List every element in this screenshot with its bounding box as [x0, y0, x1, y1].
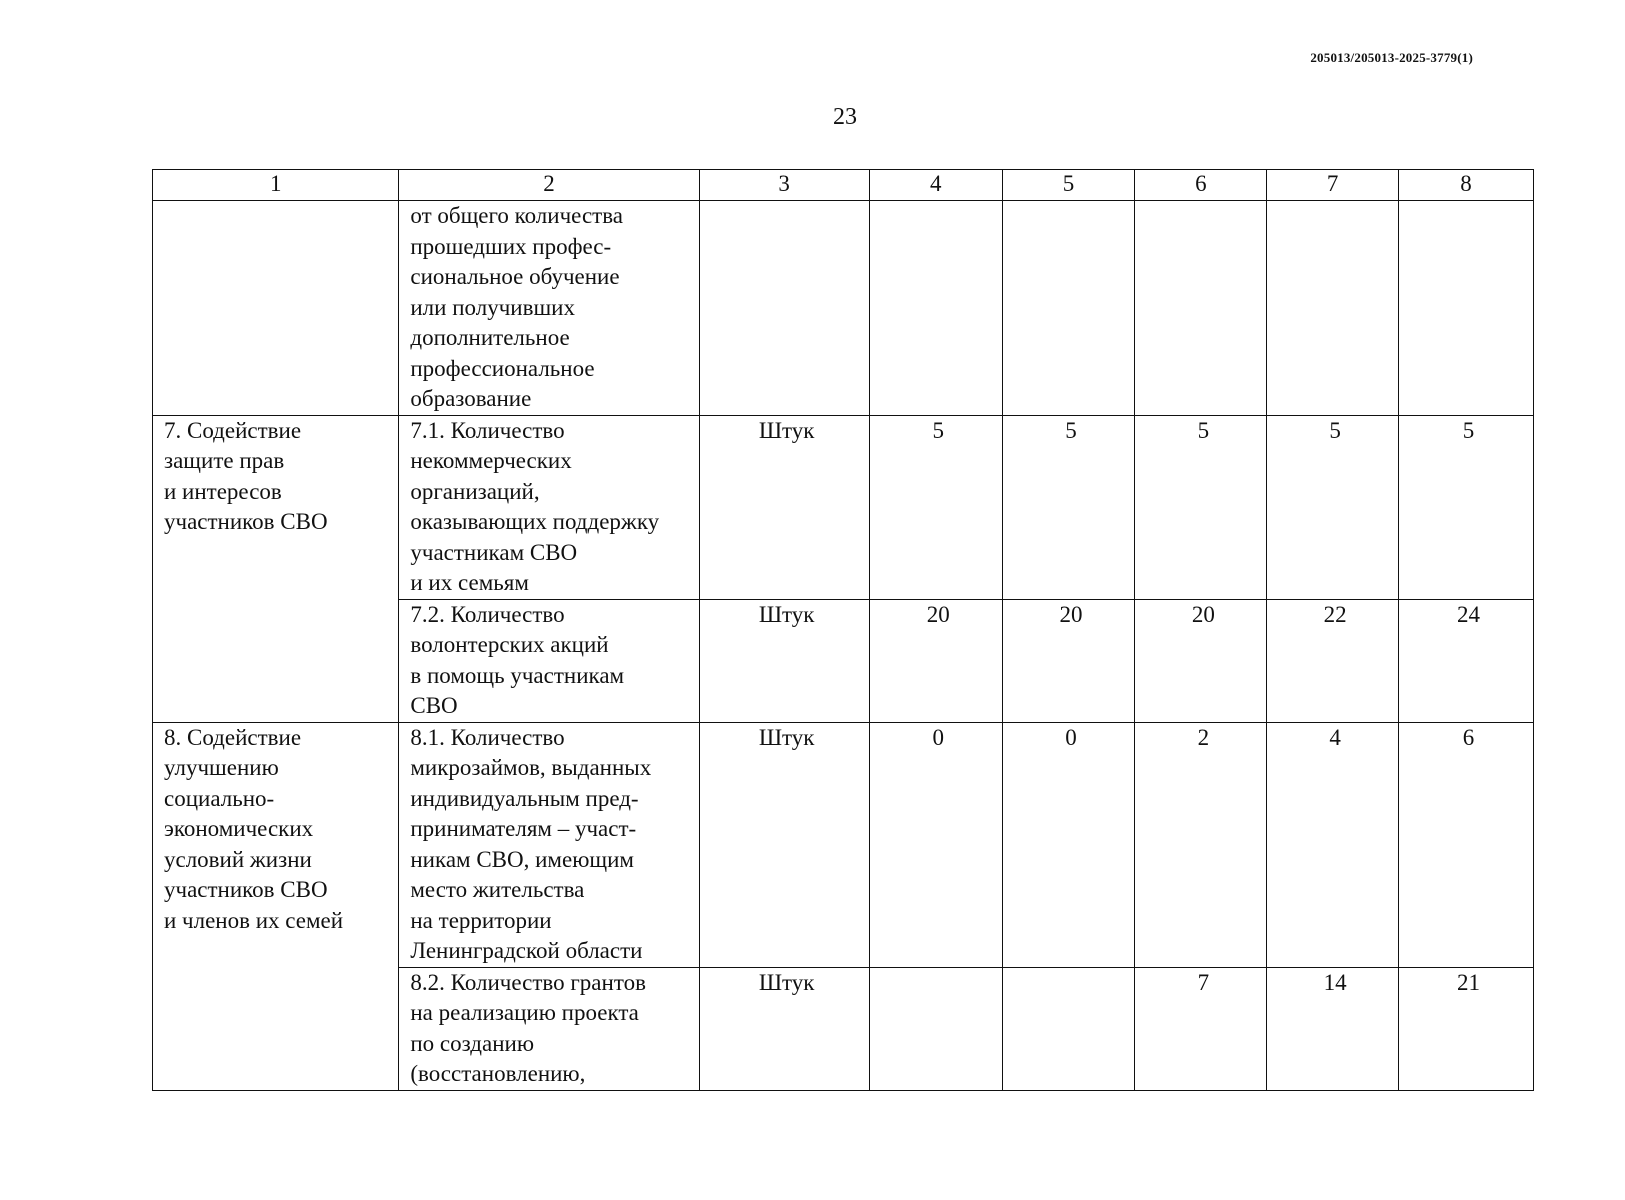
value-cell: 2 — [1135, 722, 1267, 967]
column-header-6: 6 — [1135, 170, 1267, 201]
value-cell — [869, 967, 1002, 1090]
value-cell: 0 — [1002, 722, 1135, 967]
unit-cell: Штук — [699, 967, 869, 1090]
indicator-cell — [399, 599, 699, 722]
value-cell — [1002, 201, 1135, 416]
value-cell: 5 — [1002, 415, 1135, 599]
value-cell: 5 — [1135, 415, 1267, 599]
goal-cell — [153, 722, 399, 1090]
column-header-5: 5 — [1002, 170, 1135, 201]
value-cell — [869, 201, 1002, 416]
indicators-table — [152, 169, 1534, 1091]
column-header-2: 2 — [399, 170, 699, 201]
indicator-cell — [399, 967, 699, 1090]
value-cell — [1267, 201, 1399, 416]
indicator-text: 8.2. Количество грантов на реализацию проекта по созданию (восстановлению, — [410, 969, 646, 1086]
column-header-3: 3 — [699, 170, 869, 201]
value-cell — [1135, 201, 1267, 416]
table-row — [153, 415, 1534, 599]
value-cell: 21 — [1399, 967, 1534, 1090]
unit-cell: Штук — [699, 415, 869, 599]
value-cell: 0 — [869, 722, 1002, 967]
indicator-cell — [399, 415, 699, 599]
value-cell: 24 — [1399, 599, 1534, 722]
value-cell: 5 — [1267, 415, 1399, 599]
goal-text: 8. Содействие улучшению социально- экономических условий жизни участников СВО и членов их семей — [164, 724, 344, 933]
table-row — [153, 722, 1534, 967]
indicator-cell — [399, 722, 699, 967]
indicator-text: 8.1. Количество микрозаймов, выданных индивидуальным пред- принимателям – участ- никам СВО, имеющим место жительства на территории Ленинградской области — [410, 724, 652, 963]
goal-cell — [153, 201, 399, 416]
value-cell: 4 — [1267, 722, 1399, 967]
value-cell: 5 — [1399, 415, 1534, 599]
column-header-1: 1 — [153, 170, 399, 201]
value-cell: 20 — [869, 599, 1002, 722]
goal-text: 7. Содействие защите прав и интересов участников СВО — [164, 417, 328, 534]
page-number: 23 — [833, 104, 857, 130]
column-header-7: 7 — [1267, 170, 1399, 201]
table-header-row — [153, 170, 1534, 201]
value-cell: 22 — [1267, 599, 1399, 722]
indicator-text: 7.2. Количество волонтерских акций в помощь участникам СВО — [410, 601, 625, 718]
indicator-cell — [399, 201, 699, 416]
unit-cell: Штук — [699, 722, 869, 967]
document-id: 205013/205013-2025-3779(1) — [1310, 50, 1473, 65]
value-cell: 20 — [1002, 599, 1135, 722]
value-cell: 20 — [1135, 599, 1267, 722]
indicator-text: от общего количества прошедших профес- сиональное обучение или получивших дополнительное профессиональное образование — [410, 203, 623, 411]
value-cell: 7 — [1135, 967, 1267, 1090]
unit-cell — [699, 201, 869, 416]
table-row — [153, 201, 1534, 416]
column-header-8: 8 — [1399, 170, 1534, 201]
indicator-text: 7.1. Количество некоммерческих организаций, оказывающих поддержку участникам СВО и их семьям — [410, 417, 660, 595]
value-cell: 14 — [1267, 967, 1399, 1090]
value-cell — [1399, 201, 1534, 416]
column-header-4: 4 — [869, 170, 1002, 201]
value-cell: 5 — [869, 415, 1002, 599]
goal-cell — [153, 415, 399, 722]
value-cell: 6 — [1399, 722, 1534, 967]
unit-cell: Штук — [699, 599, 869, 722]
value-cell — [1002, 967, 1135, 1090]
